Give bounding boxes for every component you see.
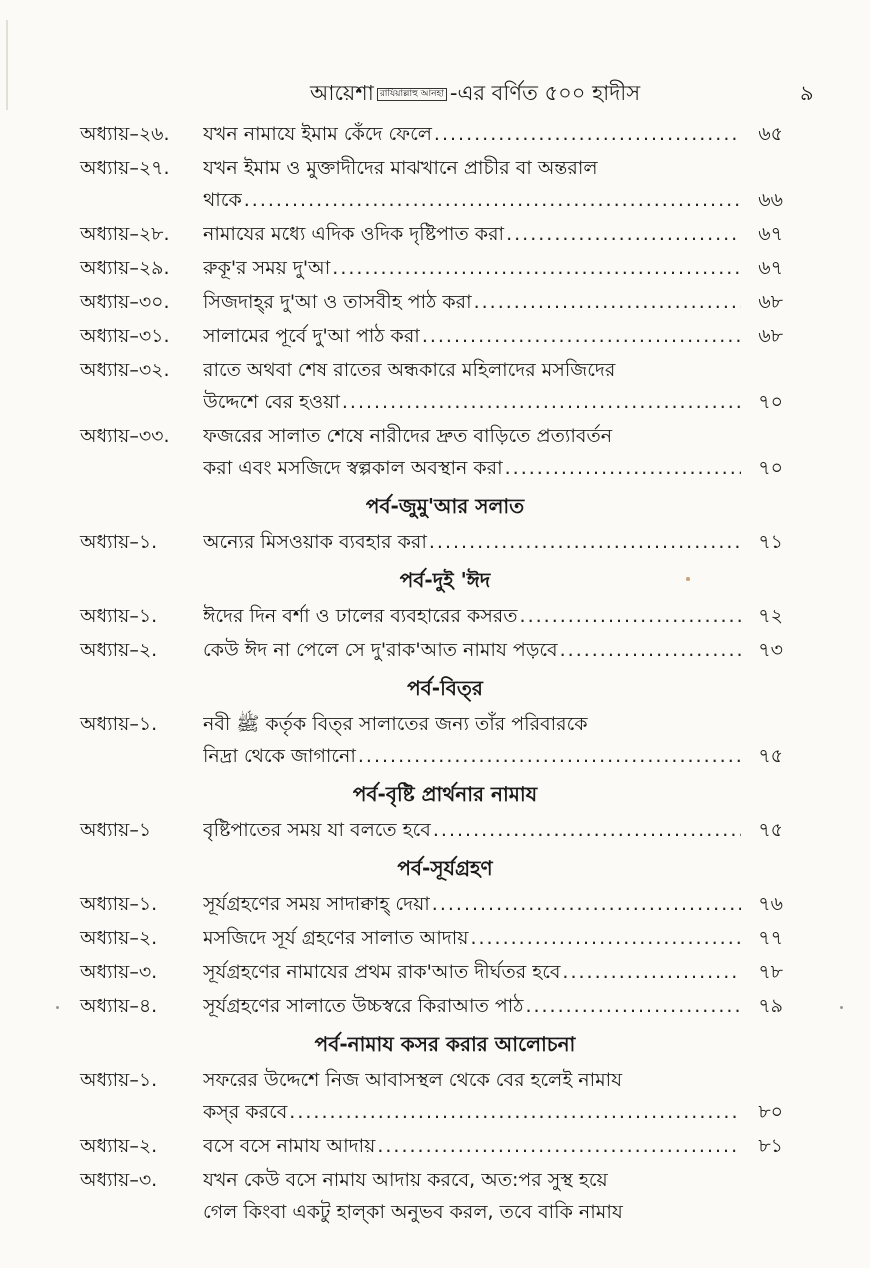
entry-page-number: ৬৮ <box>758 325 783 347</box>
toc-entry <box>0 708 870 774</box>
dot-leader <box>289 1096 741 1128</box>
section-heading <box>0 774 870 814</box>
toc-entry <box>0 1164 870 1230</box>
running-header <box>0 78 870 108</box>
chapter-title <box>203 708 783 772</box>
chapter-title-line <box>203 922 783 954</box>
section-heading-text: পর্ব-সূর্যগ্রহণ <box>397 856 493 880</box>
dot-leader <box>525 990 741 1022</box>
chapter-title-text: যখন নামাযে ইমাম কেঁদে ফেলে <box>203 123 432 145</box>
chapter-title <box>203 922 783 954</box>
chapter-title-text: সিজদাহ্‌র দু'আ ও তাসবীহ পাঠ করা <box>203 291 472 313</box>
chapter-title-line <box>203 600 783 632</box>
chapter-title-line <box>203 888 783 920</box>
toc-entry <box>0 218 870 252</box>
entry-page-number: ৭৩ <box>758 639 783 661</box>
chapter-title-line <box>203 118 783 150</box>
chapter-title-text: থাকে <box>203 189 242 211</box>
section-heading <box>0 486 870 526</box>
entry-page-number: ৭৫ <box>758 745 783 767</box>
chapter-title-text: যখন ইমাম ও মুক্তাদীদের মাঝখানে প্রাচীর বা অন্তরাল <box>203 157 598 179</box>
chapter-title-line <box>203 320 783 352</box>
toc-entry <box>0 922 870 956</box>
dot-leader <box>244 184 741 216</box>
chapter-title-text: নবী ﷺ কর্তৃক বিত্‌র সালাতের জন্য তাঁর পরিবারকে <box>203 713 588 735</box>
chapter-number: অধ্যায়–২. <box>80 639 158 661</box>
toc-entry <box>0 990 870 1024</box>
chapter-title-text: নামাযের মধ্যে এদিক ওদিক দৃষ্টিপাত করা <box>203 223 505 245</box>
chapter-title-line <box>203 218 783 250</box>
dot-leader <box>422 320 741 352</box>
chapter-number: অধ্যায়–২. <box>80 1135 158 1157</box>
chapter-number: অধ্যায়–১. <box>80 605 158 627</box>
entry-page-number: ৬৭ <box>758 223 783 245</box>
chapter-number: অধ্যায়–৩২. <box>80 359 170 381</box>
chapter-title-line <box>203 814 783 846</box>
chapter-number: অধ্যায়–১ <box>80 819 152 841</box>
dot-leader <box>433 814 741 846</box>
entry-page-number: ৬৭ <box>758 257 783 279</box>
section-heading <box>0 668 870 708</box>
toc-entry <box>0 252 870 286</box>
toc-entry <box>0 634 870 668</box>
toc-entry <box>0 814 870 848</box>
toc-entry <box>0 1130 870 1164</box>
section-heading-text: পর্ব-জুমু'আর সলাত <box>365 494 525 518</box>
chapter-title-text: গেল কিংবা একটু হাল্‌কা অনুভব করল, তবে বাকি নামায <box>203 1201 623 1223</box>
chapter-title <box>203 420 783 484</box>
chapter-number: অধ্যায়–২৯. <box>80 257 170 279</box>
chapter-title-line <box>203 1096 783 1128</box>
toc-entry <box>0 420 870 486</box>
toc-entry <box>0 600 870 634</box>
chapter-title <box>203 634 783 666</box>
table-of-contents <box>0 118 870 1230</box>
chapter-title-text: রাতে অথবা শেষ রাতের অন্ধকারে মহিলাদের মসজিদের <box>203 359 616 381</box>
chapter-title-text: বসে বসে নামায আদায় <box>203 1135 376 1157</box>
chapter-number: অধ্যায়–৩০. <box>80 291 170 313</box>
chapter-title-text: করা এবং মসজিদে স্বল্পকাল অবস্থান করা <box>203 457 503 479</box>
chapter-title-line <box>203 634 783 666</box>
dot-leader <box>505 452 741 484</box>
chapter-number: অধ্যায়–২. <box>80 927 158 949</box>
toc-entry <box>0 526 870 560</box>
header-title-after: -এর বর্ণিত ৫০০ হাদীস <box>449 81 641 105</box>
chapter-title <box>203 320 783 352</box>
entry-page-number: ৭০ <box>758 457 783 479</box>
honorific-ligature: রাযিয়াল্লাহু আনহা <box>377 88 447 101</box>
chapter-title <box>203 888 783 920</box>
entry-page-number: ৬৮ <box>758 291 783 313</box>
paper-speck <box>56 1006 59 1009</box>
chapter-title-text: উদ্দেশে বের হওয়া <box>203 391 340 413</box>
chapter-number: অধ্যায়–৩৩. <box>80 425 170 447</box>
chapter-title-text: কেউ ঈদ না পেলে সে দু'রাক'আত নামায পড়বে <box>203 639 558 661</box>
chapter-title <box>203 1164 783 1228</box>
dot-leader <box>506 218 741 250</box>
chapter-title-text: নিদ্রা থেকে জাগানো <box>203 745 356 767</box>
chapter-title-line <box>203 708 783 740</box>
paper-speck <box>686 577 690 581</box>
chapter-title-line <box>203 1196 783 1228</box>
section-heading <box>0 560 870 600</box>
dot-leader <box>470 922 741 954</box>
chapter-title-line <box>203 740 783 772</box>
chapter-number: অধ্যায়–৩. <box>80 961 158 983</box>
chapter-title <box>203 218 783 250</box>
section-heading-text: পর্ব-নামায কসর করার আলোচনা <box>314 1032 576 1056</box>
chapter-title-line <box>203 1130 783 1162</box>
chapter-title-line <box>203 386 783 418</box>
chapter-title <box>203 286 783 318</box>
chapter-title <box>203 956 783 988</box>
entry-page-number: ৭৮ <box>758 961 783 983</box>
chapter-title-line <box>203 526 783 558</box>
chapter-title <box>203 1064 783 1128</box>
header-title-before: আয়েশা <box>310 81 374 105</box>
chapter-number: অধ্যায়–৪. <box>80 995 158 1017</box>
toc-entry <box>0 286 870 320</box>
chapter-title-line <box>203 184 783 216</box>
chapter-title-line <box>203 152 783 184</box>
dot-leader <box>432 888 741 920</box>
chapter-title-text: যখন কেউ বসে নামায আদায় করবে, অত:পর সুস্থ হয়ে <box>203 1169 608 1191</box>
paper-speck <box>840 1006 843 1009</box>
dot-leader <box>562 956 741 988</box>
section-heading-text: পর্ব-দুই 'ঈদ <box>399 568 491 592</box>
chapter-title-text: সালামের পূর্বে দু'আ পাঠ করা <box>203 325 420 347</box>
chapter-title-text: অন্যের মিসওয়াক ব্যবহার করা <box>203 531 427 553</box>
dot-leader <box>332 252 741 284</box>
chapter-title-text: সূর্যগ্রহণের সালাতে উচ্চস্বরে কিরাআত পাঠ <box>203 995 524 1017</box>
chapter-number: অধ্যায়–২৮. <box>80 223 170 245</box>
chapter-title <box>203 990 783 1022</box>
chapter-title <box>203 1130 783 1162</box>
chapter-title-line <box>203 286 783 318</box>
toc-entry <box>0 888 870 922</box>
chapter-title-line <box>203 1164 783 1196</box>
chapter-title <box>203 118 783 150</box>
section-heading-text: পর্ব-বৃষ্টি প্রার্থনার নামায <box>352 782 538 806</box>
entry-page-number: ৭৫ <box>758 819 783 841</box>
chapter-title-text: কস্‌র করবে <box>203 1101 288 1123</box>
section-heading <box>0 848 870 888</box>
chapter-number: অধ্যায়–১. <box>80 713 158 735</box>
entry-page-number: ৭০ <box>758 391 783 413</box>
chapter-title-text: সফরের উদ্দেশে নিজ আবাসস্থল থেকে বের হলেই নামায <box>203 1069 623 1091</box>
entry-page-number: ৭৭ <box>758 927 783 949</box>
header-title <box>310 78 640 108</box>
chapter-title-text: ঈদের দিন বর্শা ও ঢালের ব্যবহারের কসরত <box>203 605 518 627</box>
toc-entry <box>0 354 870 420</box>
chapter-number: অধ্যায়–৩. <box>80 1169 158 1191</box>
chapter-number: অধ্যায়–১. <box>80 1069 158 1091</box>
page-number: ৯ <box>800 81 814 105</box>
dot-leader <box>474 286 741 318</box>
chapter-title <box>203 600 783 632</box>
entry-page-number: ৭২ <box>758 605 783 627</box>
chapter-number: অধ্যায়–১. <box>80 893 158 915</box>
toc-entry <box>0 320 870 354</box>
chapter-title-line <box>203 956 783 988</box>
chapter-title-line <box>203 420 783 452</box>
dot-leader <box>429 526 741 558</box>
chapter-title-text: বৃষ্টিপাতের সময় যা বলতে হবে <box>203 819 431 841</box>
toc-entry <box>0 152 870 218</box>
toc-entry <box>0 956 870 990</box>
chapter-title-line <box>203 1064 783 1096</box>
toc-entry <box>0 118 870 152</box>
entry-page-number: ৭৬ <box>758 893 783 915</box>
dot-leader <box>520 600 741 632</box>
chapter-title-text: মসজিদে সূর্য গ্রহণের সালাত আদায় <box>203 927 469 949</box>
dot-leader <box>434 118 741 150</box>
chapter-title-line <box>203 990 783 1022</box>
entry-page-number: ৮১ <box>758 1135 783 1157</box>
chapter-number: অধ্যায়–২৬. <box>80 123 170 145</box>
chapter-title-line <box>203 252 783 284</box>
chapter-title-text: সূর্যগ্রহণের সময় সাদাক্বাহ্‌ দেয়া <box>203 893 430 915</box>
chapter-title-text: রুকূ'র সময় দু'আ <box>203 257 331 279</box>
entry-page-number: ৬৬ <box>758 189 783 211</box>
dot-leader <box>358 740 741 772</box>
chapter-title-text: সূর্যগ্রহণের নামাযের প্রথম রাক'আত দীর্ঘতর হবে <box>203 961 561 983</box>
entry-page-number: ৭৯ <box>758 995 783 1017</box>
chapter-title <box>203 252 783 284</box>
chapter-number: অধ্যায়–২৭. <box>80 157 170 179</box>
section-heading <box>0 1024 870 1064</box>
entry-page-number: ৬৫ <box>758 123 783 145</box>
chapter-title <box>203 526 783 558</box>
chapter-number: অধ্যায়–৩১. <box>80 325 170 347</box>
chapter-title-text: ফজরের সালাত শেষে নারীদের দ্রুত বাড়িতে প্রত্যাবর্তন <box>203 425 613 447</box>
dot-leader <box>342 386 741 418</box>
chapter-title <box>203 814 783 846</box>
chapter-title-line <box>203 354 783 386</box>
toc-entry <box>0 1064 870 1130</box>
entry-page-number: ৮০ <box>758 1101 783 1123</box>
chapter-title-line <box>203 452 783 484</box>
dot-leader <box>377 1130 741 1162</box>
chapter-title <box>203 152 783 216</box>
section-heading-text: পর্ব-বিত্‌র <box>407 676 483 700</box>
chapter-title <box>203 354 783 418</box>
chapter-number: অধ্যায়–১. <box>80 531 158 553</box>
dot-leader <box>560 634 741 666</box>
entry-page-number: ৭১ <box>758 531 783 553</box>
